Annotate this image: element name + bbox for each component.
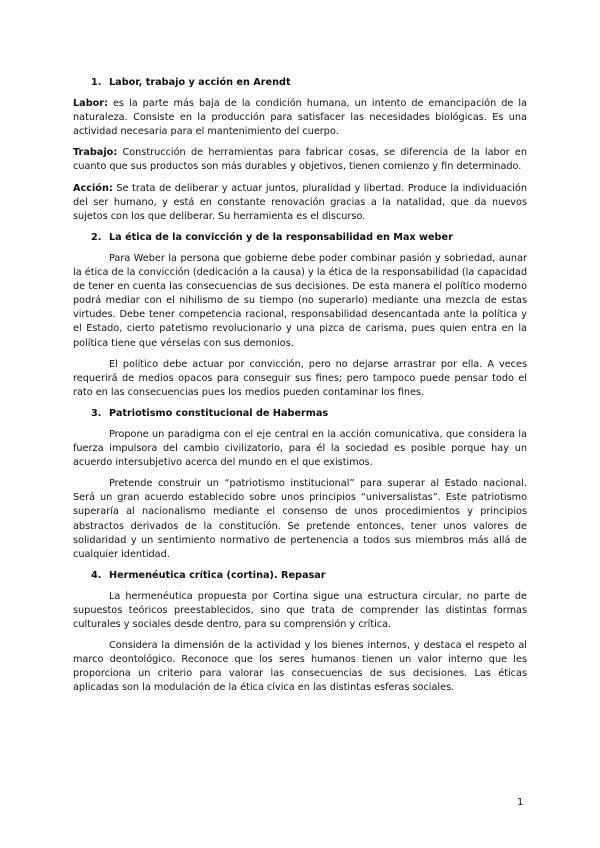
definition-trabajo: Trabajo: Construcción de herramientas para fabricar cosas, se diferencia de la labor en cuanto que sus productos son más durables y objetivos, tienen comienzo y fin determinado.: [73, 147, 527, 173]
section-heading-1: 1. Labor, trabajo y acción en Arendt: [91, 77, 291, 88]
paragraph: Pretende construir un “patriotismo institucional” para superar al Estado nacional. Será un gran acuerdo establecido sobre unos principios “universalistas”. Este patriotismo superaría al nacionalismo mediante el consenso de unos procedimientos y principios abstractos derivados de la constitución. Se pretende entonces, tener unos valores de solidaridad y un sentimiento normativo de pertenencia a todos sus miembros más allá de cualquier identidad.: [73, 478, 527, 560]
section-heading-4: 4. Hermenéutica crítica (cortina). Repasar: [91, 569, 326, 581]
section-title: Labor, trabajo y acción en Arendt: [109, 77, 291, 88]
definition-accion: Acción: Se trata de deliberar y actuar juntos, pluralidad y libertad. Produce la individuación del ser humano, y está en constante renovación gracias a la natalidad, que da nuevos sujetos con los que deliberar. Su herramienta es el discurso.: [73, 182, 527, 222]
paragraph: Propone un paradigma con el eje central en la acción comunicativa, que considera la fuerza impulsora del cambio civilizatorio, para él la sociedad es posible porque hay un acuerdo intersubjetivo acerca del mundo en el que existimos.: [73, 428, 527, 469]
paragraph: Para Weber la persona que gobierne debe poder combinar pasión y sobriedad, aunar la ética de la convicción (dedicación a la causa) y la ética de la responsabilidad (la capacidad de tener en cuenta las consecuencias de sus decisiones. De esta manera el político moderno podrá mediar con el nihilismo de su tiempo (no superarlo) mediante una mezcla de estas virtudes. Debe tener competencia racional, responsabilidad desencantada ante la política y el Estado, cierto patetismo revolucionario y una pizca de carisma, pues quien entra en la política tiene que vérselas con sus demonios.: [73, 252, 527, 349]
section-heading-2: 2. La ética de la convicción y de la responsabilidad en Max weber: [91, 231, 453, 243]
section-title: Patriotismo constitucional de Habermas: [109, 407, 329, 419]
section-heading-3: 3. Patriotismo constitucional de Habermas: [91, 407, 329, 419]
paragraph: El político debe actuar por convicción, pero no dejarse arrastrar por ella. A veces requerirá de medios opacos para conseguir sus fines; pero tampoco puede pensar todo el rato en las consecuencias pues los medios pueden contaminar los fines.: [73, 358, 527, 398]
document-page: [73, 76, 527, 703]
page-number: 1: [517, 797, 524, 808]
section-title: La ética de la convicción y de la responsabilidad en Max weber: [109, 231, 453, 243]
paragraph: Considera la dimensión de la actividad y los bienes internos, y destaca el respeto al marco deontológico. Reconoce que los seres humanos tienen un valor interno que les proporciona un criterio para valorar las consecuencias de sus decisiones. Las éticas aplicadas son la modulación de la ética cívica en las distintas esferas sociales.: [73, 640, 527, 694]
definition-labor: Labor: es la parte más baja de la condición humana, un intento de emancipación de la naturaleza. Consiste en la producción para satisfacer las necesidades biológicas. Es una actividad necesaria para el mantenimiento del cuerpo.: [73, 98, 527, 138]
section-title: Hermenéutica crítica (cortina). Repasar: [109, 569, 326, 581]
paragraph: La hermenéutica propuesta por Cortina sigue una estructura circular, no parte de supuestos teóricos preestablecidos, sino que trata de comprender las distintas formas culturales y sociales desde dentro, para su comprensión y crítica.: [73, 590, 527, 631]
